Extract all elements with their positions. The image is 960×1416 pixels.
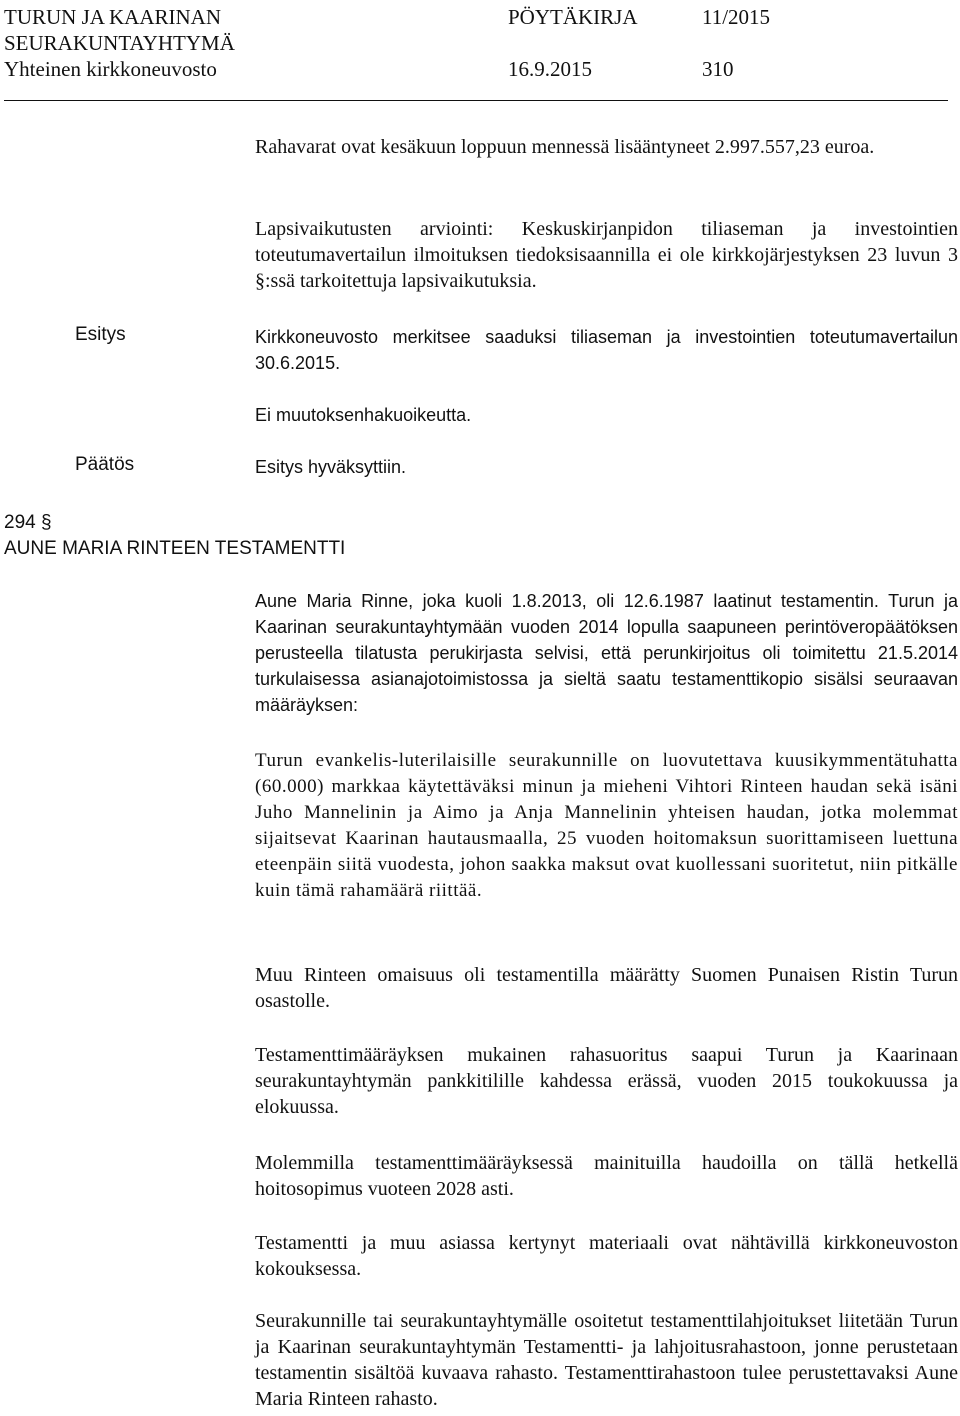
decision-text: Esitys hyväksyttiin.: [255, 457, 407, 477]
proposal-text: Kirkkoneuvosto merkitsee saaduksi tiliaseman ja investointien toteutumavertailun 30.6.2015.: [255, 327, 958, 373]
header-line-3: [4, 56, 734, 82]
org-name-line2: SEURAKUNTAYHTYMÄ: [4, 31, 235, 55]
proposal-label: Esitys: [75, 324, 126, 345]
appeal-note: Ei muutoksenhakuoikeutta.: [255, 405, 472, 425]
section-number: 294 §: [4, 512, 52, 533]
header-line-2: [4, 30, 235, 56]
body-paragraph-5: Testamentti ja muu asiassa kertynyt materiaali ovat nähtävillä kirkkoneuvoston kokouksessa.: [255, 1232, 958, 1280]
org-name-line1: TURUN JA KAARINAN: [4, 5, 222, 29]
body-name: Yhteinen kirkkoneuvosto: [4, 57, 217, 81]
header-line-1: [4, 4, 771, 30]
section-title: AUNE MARIA RINTEEN TESTAMENTTI: [4, 538, 346, 559]
body-paragraph-2: Muu Rinteen omaisuus oli testamentilla määrätty Suomen Punaisen Ristin Turun osastolle.: [255, 964, 958, 1012]
body-paragraph-1: Aune Maria Rinne, joka kuoli 1.8.2013, oli 12.6.1987 laatinut testamentin. Turun ja Kaarinan seurakuntayhtymään vuoden 2014 lopulla saapuneen perintöveropäätöksen perusteella tilatusta perukirjasta selvisi, että perunkirjoitus oli toimitettu 21.5.2014 turkulaisessa asianajotoimistossa ja sieltä saatu testamenttikopio sisälsi seuraavan määräyksen:: [255, 591, 958, 715]
doc-number: 11/2015: [702, 5, 771, 29]
body-paragraph-4: Molemmilla testamenttimääräyksessä mainituilla haudoilla on tällä hetkellä hoitosopimus vuoteen 2028 asti.: [255, 1152, 958, 1200]
testament-quote: Turun evankelis-luterilaisille seurakunnille on luovutettava kuusikymmentätuhatta (60.000) markkaa käytettäväksi minun ja mieheni Vihtori Rinteen haudan sekä isäni Juho Mannelinin ja Aimo ja Anja Mannelinin yhteisen haudan, jotka molemmat sijaitsevat Kaarinan hautausmaalla, 25 vuoden hoitomaksun suorittamiseen luettuna eteenpäin siitä vuodesta, johon saakka maksut ovat kuollessani suoritetut, niin pitkälle kuin tämä rahamäärä riittää.: [255, 750, 958, 901]
doc-type: PÖYTÄKIRJA: [508, 5, 638, 29]
paragraph-child-impact: Lapsivaikutusten arviointi: Keskuskirjanpidon tiliaseman ja investointien toteutumavertailun ilmoituksen tiedoksisaannilla ei ole kirkkojärjestyksen 23 luvun 3 §:ssä tarkoitettuja lapsivaikutuksia.: [255, 218, 958, 292]
body-paragraph-3: Testamenttimääräyksen mukainen rahasuoritus saapui Turun ja Kaarinaan seurakuntayhtymän pankkitilille kahdessa erässä, vuoden 2015 toukokuussa ja elokuussa.: [255, 1044, 958, 1118]
paragraph-funds: Rahavarat ovat kesäkuun loppuun mennessä lisääntyneet 2.997.557,23 euroa.: [255, 136, 875, 158]
page-number: 310: [702, 57, 734, 81]
decision-label: Päätös: [75, 454, 135, 475]
body-paragraph-6: Seurakunnille tai seurakuntayhtymälle osoitetut testamenttilahjoitukset liitetään Turun ja Kaarinan seurakuntayhtymän Testamentti- ja lahjoitusrahastoon, jonne perustetaan testamentin sisältöä kuvaava rahasto. Testamenttirahastoon tulee perustettavaksi Aune Maria Rinteen rahasto.: [255, 1310, 958, 1410]
meeting-date: 16.9.2015: [508, 57, 592, 81]
header-divider: [4, 100, 948, 101]
